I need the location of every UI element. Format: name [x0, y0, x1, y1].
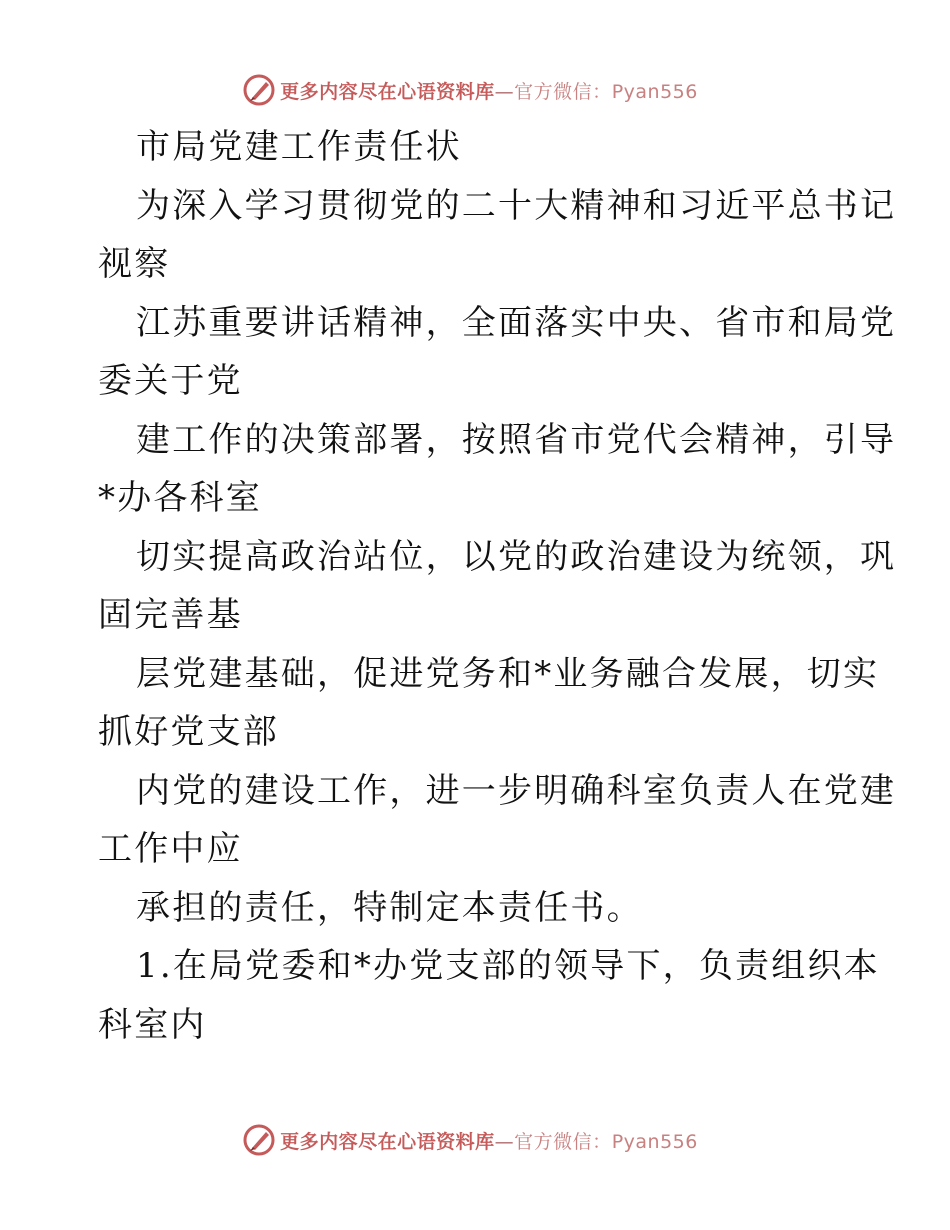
document-line: 抓好党支部	[98, 712, 279, 752]
watermark-wechat-label: 官方微信：	[514, 80, 612, 103]
watermark-wechat-label: 官方微信：	[514, 1130, 612, 1153]
quill-pen-icon	[242, 73, 276, 107]
document-line: 固完善基	[98, 595, 243, 635]
footer-watermark	[0, 1120, 950, 1160]
document-line: 切实提高政治站位，以党的政治建设为统领，巩	[136, 536, 897, 577]
document-line: 1.在局党委和*办党支部的领导下，负责组织本	[136, 946, 880, 986]
watermark-text	[280, 1127, 698, 1154]
watermark-text	[280, 77, 698, 104]
watermark-wechat-id: Pyan556	[611, 80, 698, 103]
document-line: 科室内	[98, 1004, 207, 1045]
document-line: 内党的建设工作，进一步明确科室负责人在党建	[136, 770, 897, 811]
document-line: 江苏重要讲话精神，全面落实中央、省市和局党	[136, 302, 897, 343]
document-line: 视察	[98, 244, 171, 284]
document-line: 市局党建工作责任状	[136, 127, 462, 167]
document-line: *办各科室	[98, 478, 262, 518]
header-watermark	[0, 70, 950, 110]
watermark-separator: —	[494, 1130, 515, 1153]
document-line: 委关于党	[98, 361, 243, 401]
document-line: 承担的责任，特制定本责任书。	[136, 887, 643, 928]
document-line: 层党建基础，促进党务和*业务融合发展，切实	[136, 653, 880, 694]
document-line: 建工作的决策部署，按照省市党代会精神，引导	[136, 419, 897, 460]
document-body	[98, 118, 897, 1054]
watermark-prefix: 更多内容尽在心语资料库	[280, 1130, 495, 1153]
document-line: 为深入学习贯彻党的二十大精神和习近平总书记	[136, 185, 897, 226]
watermark-prefix: 更多内容尽在心语资料库	[280, 80, 495, 103]
quill-pen-icon	[242, 1123, 276, 1157]
watermark-separator: —	[494, 80, 515, 103]
watermark-wechat-id: Pyan556	[611, 1130, 698, 1153]
document-line: 工作中应	[98, 829, 243, 869]
